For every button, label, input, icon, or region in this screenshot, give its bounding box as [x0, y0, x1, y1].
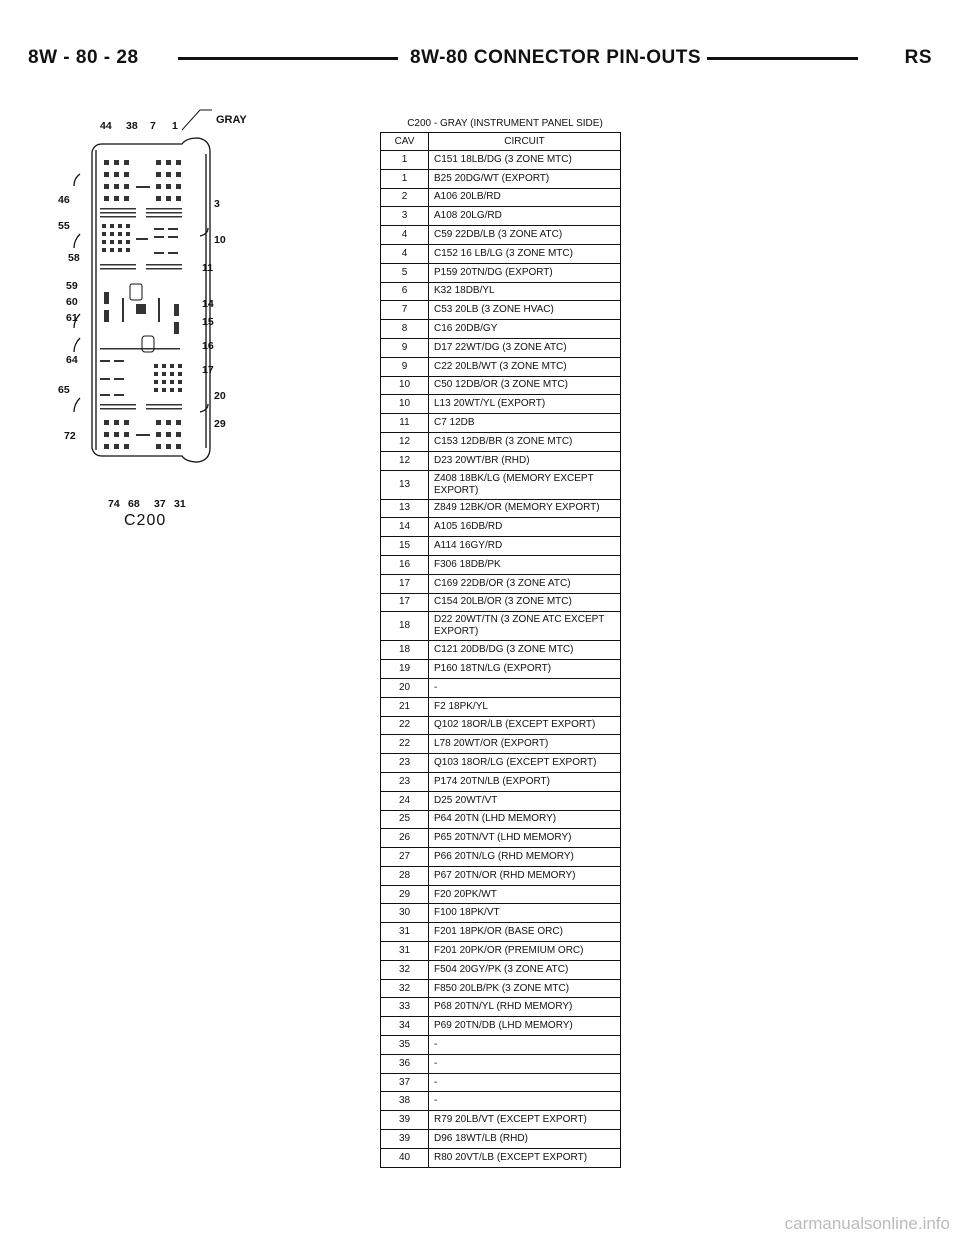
- circuit-description: P160 18TN/LG (EXPORT): [429, 660, 621, 679]
- cavity-number: 12: [381, 451, 429, 470]
- pin-label-1: 1: [172, 120, 178, 132]
- table-row: [381, 320, 621, 339]
- circuit-description: A106 20LB/RD: [429, 188, 621, 207]
- table-row: [381, 1092, 621, 1111]
- table-row: [381, 593, 621, 612]
- cavity-number: 33: [381, 998, 429, 1017]
- pin-label-68: 68: [128, 498, 140, 510]
- cavity-number: 31: [381, 942, 429, 961]
- cavity-number: 16: [381, 555, 429, 574]
- pin-label-58: 58: [68, 252, 80, 264]
- circuit-description: F20 20PK/WT: [429, 885, 621, 904]
- circuit-description: L13 20WT/YL (EXPORT): [429, 395, 621, 414]
- cavity-number: 1: [381, 169, 429, 188]
- cavity-number: 19: [381, 660, 429, 679]
- cavity-number: 3: [381, 207, 429, 226]
- circuit-description: P159 20TN/DG (EXPORT): [429, 263, 621, 282]
- circuit-description: F504 20GY/PK (3 ZONE ATC): [429, 960, 621, 979]
- circuit-description: L78 20WT/OR (EXPORT): [429, 735, 621, 754]
- table-row: [381, 537, 621, 556]
- pin-label-17: 17: [202, 364, 214, 376]
- table-row: [381, 1036, 621, 1055]
- cavity-number: 39: [381, 1130, 429, 1149]
- cavity-number: 1: [381, 151, 429, 170]
- cavity-number: 14: [381, 518, 429, 537]
- table-row: [381, 432, 621, 451]
- table-row: [381, 829, 621, 848]
- table-row: [381, 414, 621, 433]
- circuit-description: Z408 18BK/LG (MEMORY EXCEPT EXPORT): [429, 470, 621, 499]
- circuit-description: C53 20LB (3 ZONE HVAC): [429, 301, 621, 320]
- cavity-number: 13: [381, 499, 429, 518]
- table-row: [381, 395, 621, 414]
- cavity-number: 8: [381, 320, 429, 339]
- circuit-description: F850 20LB/PK (3 ZONE MTC): [429, 979, 621, 998]
- circuit-description: D17 22WT/DG (3 ZONE ATC): [429, 338, 621, 357]
- pin-label-20: 20: [214, 390, 226, 402]
- circuit-description: P67 20TN/OR (RHD MEMORY): [429, 866, 621, 885]
- table-row: [381, 188, 621, 207]
- circuit-description: C59 22DB/LB (3 ZONE ATC): [429, 226, 621, 245]
- cavity-number: 29: [381, 885, 429, 904]
- cavity-number: 4: [381, 226, 429, 245]
- table-row: [381, 151, 621, 170]
- circuit-description: F100 18PK/VT: [429, 904, 621, 923]
- cavity-number: 37: [381, 1073, 429, 1092]
- table-row: [381, 1073, 621, 1092]
- cavity-number: 38: [381, 1092, 429, 1111]
- pin-label-46: 46: [58, 194, 70, 206]
- cavity-number: 20: [381, 678, 429, 697]
- cavity-number: 32: [381, 979, 429, 998]
- pin-label-16: 16: [202, 340, 214, 352]
- circuit-description: F201 20PK/OR (PREMIUM ORC): [429, 942, 621, 961]
- cavity-number: 34: [381, 1017, 429, 1036]
- pin-label-7: 7: [150, 120, 156, 132]
- table-row: [381, 301, 621, 320]
- table-row: [381, 226, 621, 245]
- circuit-description: Q102 18OR/LB (EXCEPT EXPORT): [429, 716, 621, 735]
- table-row: [381, 1054, 621, 1073]
- pin-label-74: 74: [108, 498, 120, 510]
- circuit-description: -: [429, 1073, 621, 1092]
- cavity-number: 15: [381, 537, 429, 556]
- column-header-circuit: CIRCUIT: [429, 133, 621, 151]
- cavity-number: 12: [381, 432, 429, 451]
- table-row: [381, 451, 621, 470]
- circuit-description: C22 20LB/WT (3 ZONE MTC): [429, 357, 621, 376]
- table-header-row: [381, 133, 621, 151]
- cavity-number: 27: [381, 848, 429, 867]
- connector-figure: [50, 108, 250, 538]
- cavity-number: 13: [381, 470, 429, 499]
- circuit-description: D96 18WT/LB (RHD): [429, 1130, 621, 1149]
- page-number: 8W - 80 - 28: [28, 46, 145, 70]
- circuit-description: C153 12DB/BR (3 ZONE MTC): [429, 432, 621, 451]
- cavity-number: 31: [381, 923, 429, 942]
- pin-label-14: 14: [202, 298, 214, 310]
- circuit-description: P66 20TN/LG (RHD MEMORY): [429, 848, 621, 867]
- circuit-description: F201 18PK/OR (BASE ORC): [429, 923, 621, 942]
- table-row: [381, 207, 621, 226]
- pin-label-15: 15: [202, 316, 214, 328]
- cavity-number: 40: [381, 1148, 429, 1167]
- circuit-description: A105 16DB/RD: [429, 518, 621, 537]
- cavity-number: 35: [381, 1036, 429, 1055]
- pin-label-10: 10: [214, 234, 226, 246]
- table-row: [381, 518, 621, 537]
- cavity-number: 10: [381, 376, 429, 395]
- cavity-number: 39: [381, 1111, 429, 1130]
- table-row: [381, 1111, 621, 1130]
- table-row: [381, 885, 621, 904]
- cavity-number: 2: [381, 188, 429, 207]
- table-title: C200 - GRAY (INSTRUMENT PANEL SIDE): [407, 118, 603, 129]
- circuit-description: C16 20DB/GY: [429, 320, 621, 339]
- cavity-number: 11: [381, 414, 429, 433]
- circuit-description: C121 20DB/DG (3 ZONE MTC): [429, 641, 621, 660]
- connector-drawing: [50, 108, 250, 538]
- pinout-table: [380, 132, 621, 1168]
- column-header-cav: CAV: [381, 133, 429, 151]
- section-title: 8W-80 CONNECTOR PIN-OUTS: [404, 46, 707, 70]
- circuit-description: C154 20LB/OR (3 ZONE MTC): [429, 593, 621, 612]
- circuit-description: -: [429, 678, 621, 697]
- table-row: [381, 1017, 621, 1036]
- circuit-description: P65 20TN/VT (LHD MEMORY): [429, 829, 621, 848]
- cavity-number: 24: [381, 791, 429, 810]
- cavity-number: 4: [381, 244, 429, 263]
- circuit-description: R80 20VT/LB (EXCEPT EXPORT): [429, 1148, 621, 1167]
- pin-label-59: 59: [66, 280, 78, 292]
- table-row: [381, 376, 621, 395]
- table-body: [381, 151, 621, 1168]
- circuit-description: D22 20WT/TN (3 ZONE ATC EXCEPT EXPORT): [429, 612, 621, 641]
- table-row: [381, 848, 621, 867]
- cavity-number: 28: [381, 866, 429, 885]
- cavity-number: 22: [381, 735, 429, 754]
- pin-label-11: 11: [202, 262, 214, 274]
- circuit-description: A114 16GY/RD: [429, 537, 621, 556]
- table-row: [381, 244, 621, 263]
- table-row: [381, 960, 621, 979]
- circuit-description: -: [429, 1092, 621, 1111]
- table-row: [381, 499, 621, 518]
- circuit-description: C169 22DB/OR (3 ZONE ATC): [429, 574, 621, 593]
- circuit-description: -: [429, 1036, 621, 1055]
- table-row: [381, 357, 621, 376]
- table-row: [381, 772, 621, 791]
- circuit-description: F2 18PK/YL: [429, 697, 621, 716]
- table-row: [381, 660, 621, 679]
- pin-label-38: 38: [126, 120, 138, 132]
- pin-label-72: 72: [64, 430, 76, 442]
- circuit-description: C151 18LB/DG (3 ZONE MTC): [429, 151, 621, 170]
- connector-name: C200: [124, 512, 167, 529]
- table-row: [381, 612, 621, 641]
- circuit-description: K32 18DB/YL: [429, 282, 621, 301]
- cavity-number: 9: [381, 338, 429, 357]
- circuit-description: P174 20TN/LB (EXPORT): [429, 772, 621, 791]
- circuit-description: P68 20TN/YL (RHD MEMORY): [429, 998, 621, 1017]
- table-row: [381, 169, 621, 188]
- circuit-description: R79 20LB/VT (EXCEPT EXPORT): [429, 1111, 621, 1130]
- cavity-number: 6: [381, 282, 429, 301]
- table-row: [381, 263, 621, 282]
- table-row: [381, 716, 621, 735]
- cavity-number: 25: [381, 810, 429, 829]
- table-row: [381, 641, 621, 660]
- pin-label-64: 64: [66, 354, 78, 366]
- circuit-description: C7 12DB: [429, 414, 621, 433]
- table-row: [381, 735, 621, 754]
- cavity-number: 5: [381, 263, 429, 282]
- header-rule-left: [178, 57, 398, 60]
- cavity-number: 18: [381, 641, 429, 660]
- watermark: carmanualsonline.info: [784, 1214, 950, 1233]
- circuit-description: A108 20LG/RD: [429, 207, 621, 226]
- pin-label-60: 60: [66, 296, 78, 308]
- pin-label-3: 3: [214, 198, 220, 210]
- table-row: [381, 942, 621, 961]
- pin-label-29: 29: [214, 418, 226, 430]
- connector-color-label: GRAY: [216, 114, 247, 126]
- table-row: [381, 555, 621, 574]
- pin-label-44: 44: [100, 120, 112, 132]
- pin-label-61: 61: [66, 312, 78, 324]
- circuit-description: Z849 12BK/OR (MEMORY EXPORT): [429, 499, 621, 518]
- table-row: [381, 979, 621, 998]
- table-row: [381, 470, 621, 499]
- cavity-number: 9: [381, 357, 429, 376]
- circuit-description: P69 20TN/DB (LHD MEMORY): [429, 1017, 621, 1036]
- circuit-description: P64 20TN (LHD MEMORY): [429, 810, 621, 829]
- circuit-description: C50 12DB/OR (3 ZONE MTC): [429, 376, 621, 395]
- cavity-number: 22: [381, 716, 429, 735]
- cavity-number: 7: [381, 301, 429, 320]
- circuit-description: Q103 18OR/LG (EXCEPT EXPORT): [429, 754, 621, 773]
- table-row: [381, 923, 621, 942]
- cavity-number: 17: [381, 574, 429, 593]
- table-row: [381, 904, 621, 923]
- cavity-number: 32: [381, 960, 429, 979]
- vehicle-code: RS: [899, 46, 932, 70]
- table-row: [381, 678, 621, 697]
- table-row: [381, 1130, 621, 1149]
- cavity-number: 17: [381, 593, 429, 612]
- table-row: [381, 866, 621, 885]
- table-row: [381, 754, 621, 773]
- circuit-description: D23 20WT/BR (RHD): [429, 451, 621, 470]
- pin-label-37: 37: [154, 498, 166, 510]
- cavity-number: 36: [381, 1054, 429, 1073]
- cavity-number: 23: [381, 772, 429, 791]
- circuit-description: F306 18DB/PK: [429, 555, 621, 574]
- pin-label-65: 65: [58, 384, 70, 396]
- table-row: [381, 998, 621, 1017]
- cavity-number: 18: [381, 612, 429, 641]
- circuit-description: B25 20DG/WT (EXPORT): [429, 169, 621, 188]
- circuit-description: D25 20WT/VT: [429, 791, 621, 810]
- cavity-number: 21: [381, 697, 429, 716]
- cavity-number: 26: [381, 829, 429, 848]
- table-row: [381, 574, 621, 593]
- table-row: [381, 1148, 621, 1167]
- circuit-description: -: [429, 1054, 621, 1073]
- pin-label-55: 55: [58, 220, 70, 232]
- cavity-number: 10: [381, 395, 429, 414]
- page-header: [28, 46, 932, 74]
- cavity-number: 23: [381, 754, 429, 773]
- table-row: [381, 791, 621, 810]
- table-row: [381, 697, 621, 716]
- cavity-number: 30: [381, 904, 429, 923]
- table-row: [381, 338, 621, 357]
- pin-label-31: 31: [174, 498, 186, 510]
- circuit-description: C152 16 LB/LG (3 ZONE MTC): [429, 244, 621, 263]
- table-row: [381, 810, 621, 829]
- table-row: [381, 282, 621, 301]
